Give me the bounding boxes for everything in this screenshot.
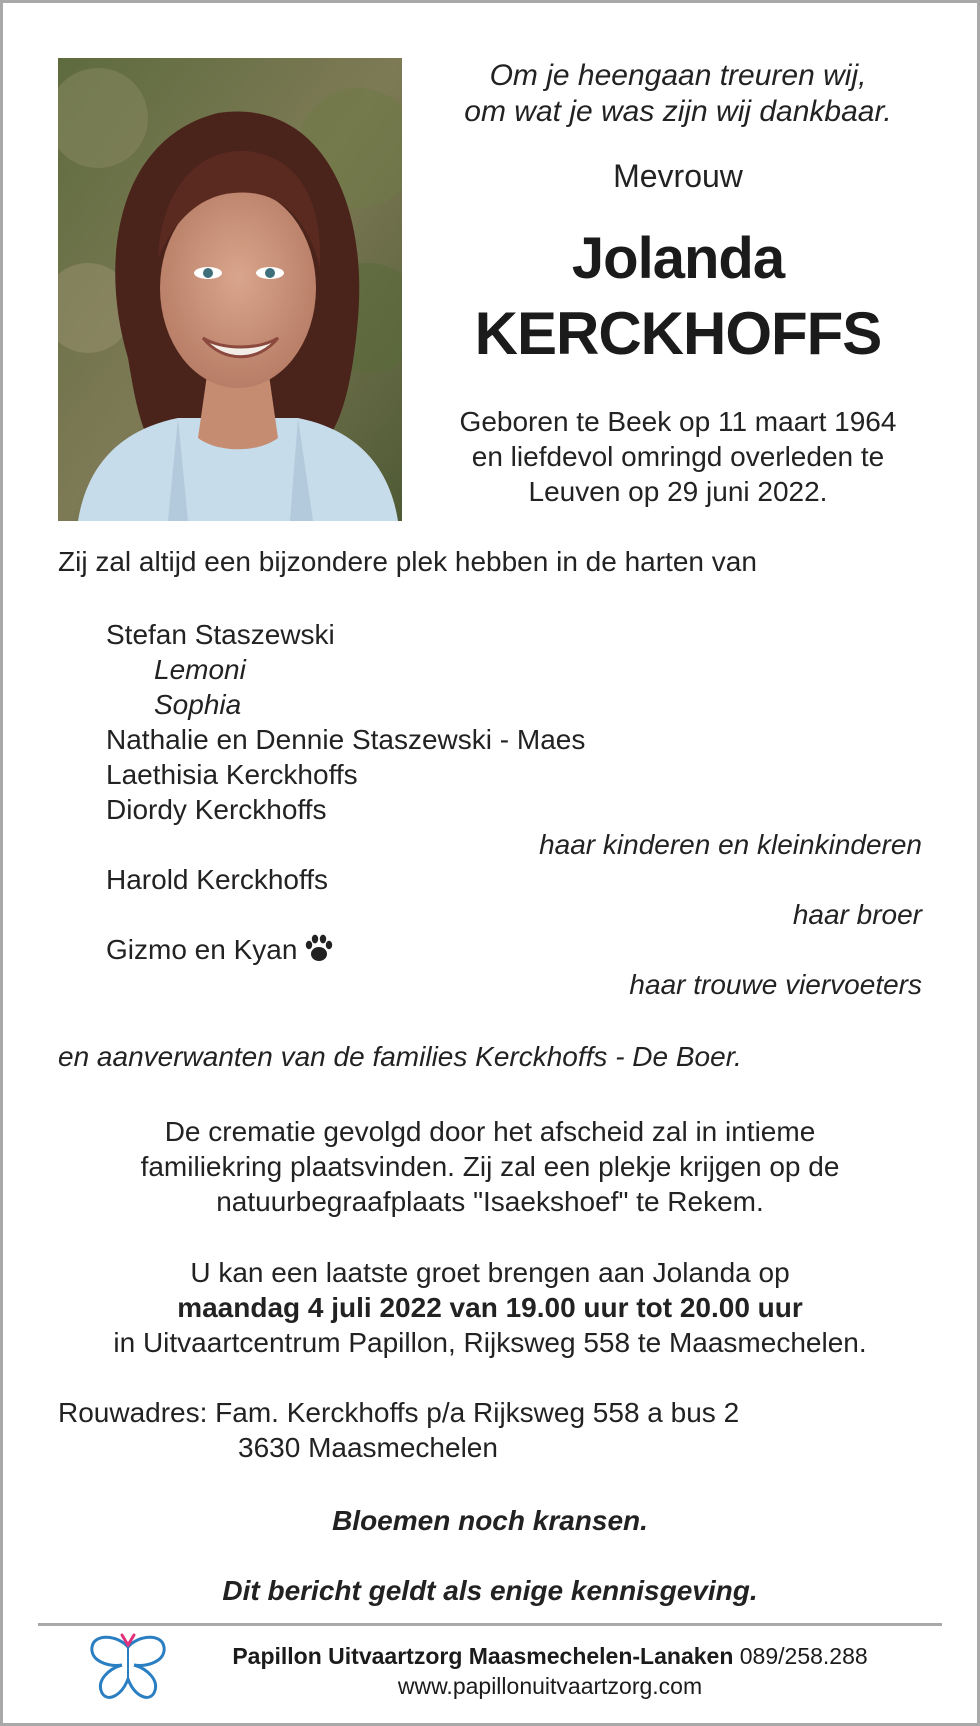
relation-pets: haar trouwe viervoeters	[629, 969, 922, 1000]
family-member: Harold Kerckhoffs	[106, 864, 329, 895]
family-member: Stefan Staszewski	[106, 619, 335, 650]
relation-brother: haar broer	[792, 899, 922, 930]
cremation-line: De crematie gevolgd door het afscheid zal in intieme	[164, 1116, 816, 1147]
memorial-verse	[418, 58, 938, 130]
visitation-info	[43, 1255, 937, 1360]
funeral-company	[183, 1641, 917, 1671]
birth-death-details	[418, 404, 938, 509]
paw-icon	[303, 933, 335, 963]
first-name: Jolanda	[571, 226, 785, 291]
relation-children: haar kinderen en kleinkinderen	[539, 829, 922, 860]
pets-names: Gizmo en Kyan	[106, 934, 298, 965]
born-line: en liefdevol omringd overleden te	[471, 441, 885, 472]
born-line: Geboren te Beek op 11 maart 1964	[459, 406, 897, 437]
visit-datetime	[43, 1290, 937, 1325]
visit-date: maandag 4 juli 2022 van 19.00 uur tot 20.00 uur	[177, 1292, 803, 1323]
grandchild: Lemoni	[154, 654, 246, 685]
portrait-image	[58, 58, 402, 521]
company-phone[interactable]: 089/258.288	[739, 1643, 868, 1669]
verse-line: Om je heengaan treuren wij,	[489, 59, 867, 92]
family-member: Diordy Kerckhoffs	[106, 794, 327, 825]
butterfly-icon	[88, 1631, 168, 1705]
family-member: Laethisia Kerckhoffs	[106, 759, 358, 790]
footer-divider	[38, 1623, 942, 1626]
cremation-info	[43, 1114, 937, 1219]
cremation-line: familiekring plaatsvinden. Zij zal een plekje krijgen op de	[140, 1151, 840, 1182]
portrait-photo	[58, 58, 402, 521]
company-website[interactable]: www.papillonuitvaartzorg.com	[397, 1673, 703, 1699]
notice-text: Dit bericht geldt als enige kennisgeving.	[222, 1575, 758, 1606]
born-line: Leuven op 29 juni 2022.	[528, 476, 828, 507]
flowers-note: Bloemen noch kransen.	[332, 1505, 648, 1536]
intro-text: Zij zal altijd een bijzondere plek hebben in de harten van	[58, 546, 757, 577]
honorific: Mevrouw	[613, 158, 743, 194]
visit-line: U kan een laatste groet brengen aan Jolanda op	[190, 1257, 790, 1288]
mourning-address-city: 3630 Maasmechelen	[238, 1432, 498, 1463]
grandchild: Sophia	[154, 689, 242, 720]
mourning-address: Rouwadres: Fam. Kerckhoffs p/a Rijksweg 558 a bus 2	[58, 1397, 740, 1428]
verse-line: om wat je was zijn wij dankbaar.	[464, 95, 892, 128]
family-member: Nathalie en Dennie Staszewski - Maes	[106, 724, 586, 755]
relatives-text: en aanverwanten van de families Kerckhoffs - De Boer.	[58, 1041, 742, 1072]
visit-line: in Uitvaartcentrum Papillon, Rijksweg 558 te Maasmechelen.	[113, 1327, 867, 1358]
last-name: KERCKHOFFS	[474, 300, 882, 367]
cremation-line: natuurbegraafplaats "Isaekshoef" te Rekem.	[216, 1186, 764, 1217]
company-name: Papillon Uitvaartzorg Maasmechelen-Lanaken	[232, 1643, 734, 1669]
pets-line	[106, 932, 335, 967]
